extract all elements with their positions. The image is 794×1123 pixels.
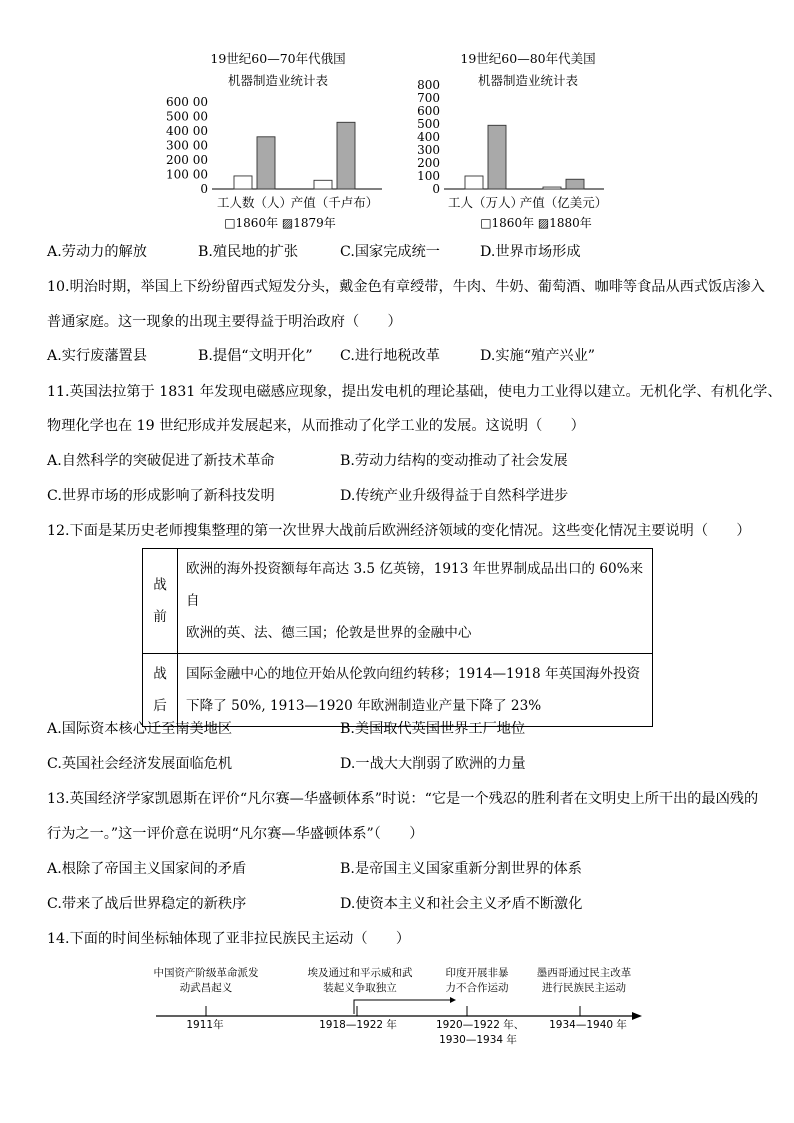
timeline-bracket-arrow [350,996,460,1016]
q12-option-d[interactable]: D.一战大大削弱了欧洲的力量 [340,756,526,772]
bar-early [465,176,483,189]
y-tick-label: 200 00 [166,153,208,167]
timeline-date-3 [436,1018,525,1048]
q11-stem-line2: 物理化学也在 19 世纪形成并发展起来，从而推动了化学工业的发展。这说明（ ） [47,418,585,434]
q13-option-c[interactable]: C.带来了战后世界稳定的新秩序 [47,896,247,912]
table-row [143,549,653,654]
y-tick-label: 800 [417,78,440,92]
timeline-date-1: 1911年 [186,1019,224,1031]
q10-option-c[interactable]: C.进行地税改革 [340,348,440,364]
q12-comparison-table [142,548,653,727]
y-tick-label: 100 [417,169,440,183]
timeline-event-1 [150,966,262,996]
q13-stem-line1: 13.英国经济学家凯恩斯在评价“凡尔赛—华盛顿体系”时说：“它是一个残忍的胜利者在文明史上所干出的最凶残的 [47,791,759,807]
y-tick-label: 700 [417,91,440,105]
q11-option-a[interactable]: A.自然科学的突破促进了新技术革命 [47,453,275,469]
q13-option-a[interactable]: A.根除了帝国主义国家间的矛盾 [47,861,247,877]
y-tick-label: 600 [417,104,440,118]
usa-chart-title-line2: 机器制造业统计表 [477,73,578,88]
timeline-date-2: 1918—1922 年 [319,1019,397,1031]
y-tick-label: 200 [417,156,440,170]
table-cell [178,549,653,654]
q12-option-b[interactable]: B.美国取代英国世界工厂地位 [340,721,526,737]
label-char: 战 [153,577,167,593]
timeline-date-4: 1934—1940 年 [549,1019,627,1031]
q11-option-b[interactable]: B.劳动力结构的变动推动了社会发展 [340,453,568,469]
usa-bar-chart [410,78,640,240]
table-row-label [143,549,178,654]
q13-stem-line2: 行为之一。”这一评价意在说明“凡尔赛—华盛顿体系”（ ） [47,826,424,842]
russia-chart-title-line1: 19世纪60—70年代俄国 [210,51,346,66]
bar-early [543,187,561,189]
event-line: 中国资产阶级革命派发 [153,967,259,979]
q13-option-b[interactable]: B.是帝国主义国家重新分割世界的体系 [340,861,582,877]
event-line: 动武昌起义 [179,982,233,994]
y-tick-label: 500 [417,117,440,131]
q11-option-d[interactable]: D.传统产业升级得益于自然科学进步 [340,488,569,504]
y-tick-label: 600 00 [166,95,208,109]
q11-option-c[interactable]: C.世界市场的形成影响了新科技发明 [47,488,275,504]
q9-option-c[interactable]: C.国家完成统一 [340,244,440,260]
event-line: 印度开展非暴 [445,967,509,979]
event-line: 埃及通过和平示威和武 [307,967,413,979]
x-tick-label: 产值（亿美元） [519,195,608,210]
q10-stem-line1: 10.明治时期，举国上下纷纷留西式短发分头，戴金色有章绶带，牛肉、牛奶、葡萄酒、咖啡等食品从西式饭店渗入 [47,279,765,295]
date-line: 1930—1934 年 [439,1034,517,1046]
cell-text-line: 国际金融中心的地位开始从伦敦向纽约转移；1914—1918 年英国海外投资 [186,666,641,682]
event-line: 装起义争取独立 [323,982,397,994]
label-char: 前 [153,609,167,625]
y-tick-label: 400 [417,130,440,144]
event-line: 力不合作运动 [445,982,509,994]
bar-early [234,176,252,189]
q10-option-d[interactable]: D.实施“殖产兴业” [480,348,596,364]
y-tick-label: 300 00 [166,138,208,153]
y-tick-label: 400 00 [166,124,208,138]
date-line: 1920—1922 年、 [436,1019,525,1031]
bar-late [257,137,275,189]
chart-legend: □1860年 ▨1880年 [480,216,592,230]
q9-option-d[interactable]: D.世界市场形成 [480,244,581,260]
russia-bar-chart [160,92,400,240]
x-tick-label: 产值（千卢布） [290,195,379,210]
table-row [143,654,653,727]
q12-option-a[interactable]: A.国际资本核心迁至南美地区 [47,721,233,737]
table-row-label [143,654,178,727]
q12-option-c[interactable]: C.英国社会经济发展面临危机 [47,756,233,772]
x-tick-label: 工人数（人） [216,195,293,210]
bar-late [566,179,584,189]
bar-late [488,125,506,189]
event-line: 进行民族民主运动 [542,982,626,994]
q10-stem-line2: 普通家庭。这一现象的出现主要得益于明治政府（ ） [47,314,402,330]
y-tick-label: 0 [200,182,208,196]
q14-stem-line1: 14.下面的时间坐标轴体现了亚非拉民族民主运动（ ） [47,931,411,947]
y-tick-label: 0 [432,182,440,196]
y-tick-label: 500 00 [166,109,208,124]
event-line: 墨西哥通过民主改革 [536,967,632,979]
russia-chart-title-line2: 机器制造业统计表 [227,73,328,88]
q10-option-b[interactable]: B.提倡“文明开化” [198,348,313,364]
cell-text-line: 欧洲的英、法、德三国；伦敦是世界的金融中心 [186,625,472,641]
y-tick-label: 300 [417,143,440,157]
cell-text-line: 下降了 50%, 1913—1920 年欧洲制造业产量下降了 23% [186,698,542,714]
x-tick-label: 工人（万人） [447,195,524,210]
bar-late [337,122,355,189]
q9-option-a[interactable]: A.劳动力的解放 [47,244,147,260]
timeline-event-3 [437,966,517,996]
table-cell [178,654,653,727]
q12-stem-line1: 12.下面是某历史老师搜集整理的第一次世界大战前后欧洲经济领域的变化情况。这些变化情况主要说明（ ） [47,523,751,539]
timeline-event-4 [528,966,640,996]
q13-option-d[interactable]: D.使资本主义和社会主义矛盾不断激化 [340,896,583,912]
label-char: 战 [153,666,167,682]
bar-early [314,180,332,189]
chart-legend: □1860年 ▨1879年 [224,216,336,230]
label-char: 后 [153,698,167,714]
russia-chart-title [178,48,378,92]
q10-option-a[interactable]: A.实行废藩置县 [47,348,147,364]
cell-text-line: 欧洲的海外投资额每年高达 3.5 亿英镑，1913 年世界制成品出口的 60%来自 [186,561,644,609]
usa-chart-title-line1: 19世纪60—80年代美国 [460,51,596,66]
q9-option-b[interactable]: B.殖民地的扩张 [198,244,299,260]
timeline-event-2 [300,966,420,996]
y-tick-label: 100 00 [166,167,208,182]
q11-stem-line1: 11.英国法拉第于 1831 年发现电磁感应现象，提出发电机的理论基础，使电力工业得以建立。无机化学、有机化学、 [47,384,782,400]
